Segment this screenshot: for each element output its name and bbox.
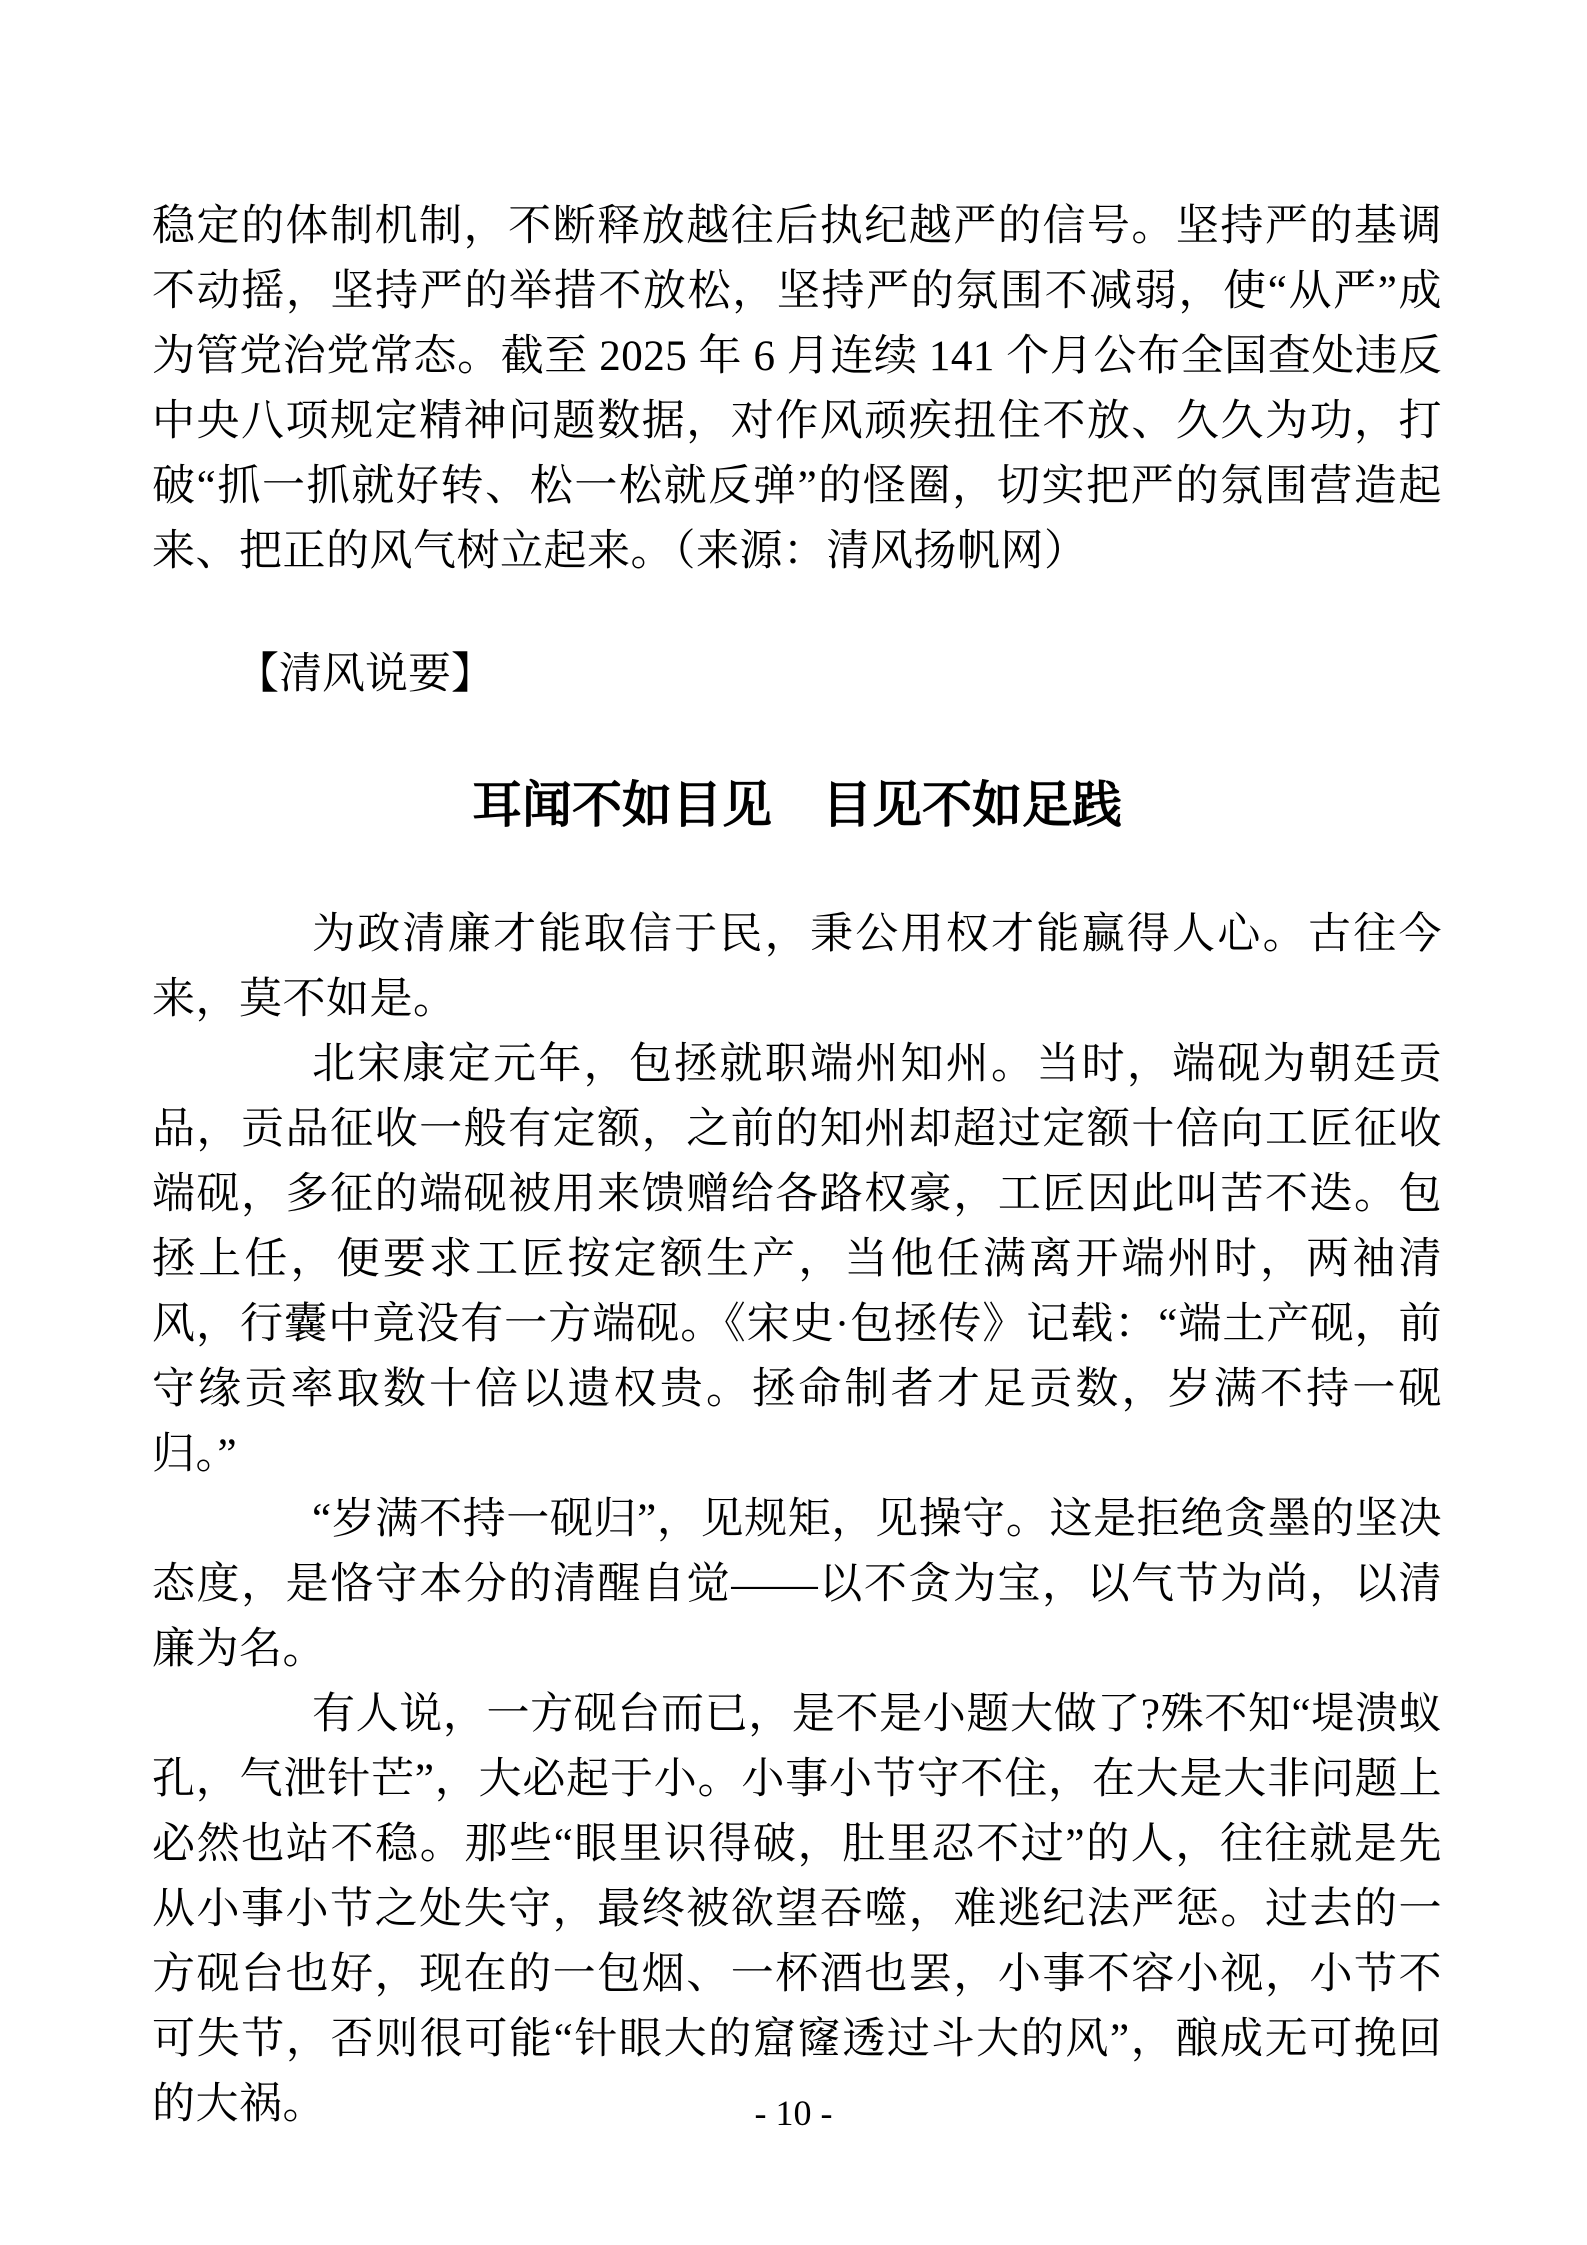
section-header: 【清风说要】: [236, 651, 494, 698]
paragraph: 为政清廉才能取信于民，秉公用权才能赢得人心。古往今来，莫不如是。: [152, 911, 1442, 1023]
paragraph: “岁满不持一砚归”，见规矩，见操守。这是拒绝贪墨的坚决态度，是恪守本分的清醒自觉——以不贪为宝，以气节为尚，以清廉为名。: [152, 1496, 1442, 1673]
article-title: 耳闻不如目见 目见不如足践: [472, 777, 1122, 833]
page-number: - 10 -: [754, 2093, 833, 2133]
paragraph-continuation: 稳定的体制机制，不断释放越往后执纪越严的信号。坚持严的基调不动摇，坚持严的举措不放松，坚持严的氛围不减弱，使“从严”成为管党治党常态。截至 2025 年 6 月连续 141 个月公布全国查处违反中央八项规定精神问题数据，对作风顽疾扭住不放、久久为功，打破“抓一抓就好转、松一松就反弹”的怪圈，切实把严的氛围营造起来、把正的风气树立起来。（来源：清风扬帆网）: [152, 203, 1442, 575]
paragraph: 有人说，一方砚台而已，是不是小题大做了?殊不知“堤溃蚁孔，气泄针芒”，大必起于小。小事小节守不住，在大是大非问题上必然也站不稳。那些“眼里识得破，肚里忍不过”的人，往往就是先从小事小节之处失守，最终被欲望吞噬，难逃纪法严惩。过去的一方砚台也好，现在的一包烟、一杯酒也罢，小事不容小视，小节不可失节，否则很可能“针眼大的窟窿透过斗大的风”，酿成无可挽回的大祸。: [152, 1691, 1442, 2128]
paragraph: 北宋康定元年，包拯就职端州知州。当时，端砚为朝廷贡品，贡品征收一般有定额，之前的知州却超过定额十倍向工匠征收端砚，多征的端砚被用来馈赠给各路权豪，工匠因此叫苦不迭。包拯上任，便要求工匠按定额生产，当他任满离开端州时，两袖清风，行囊中竟没有一方端砚。《宋史·包拯传》记载：“端土产砚，前守缘贡率取数十倍以遗权贵。拯命制者才足贡数，岁满不持一砚归。”: [152, 1041, 1442, 1478]
article-body: [152, 902, 1442, 2137]
